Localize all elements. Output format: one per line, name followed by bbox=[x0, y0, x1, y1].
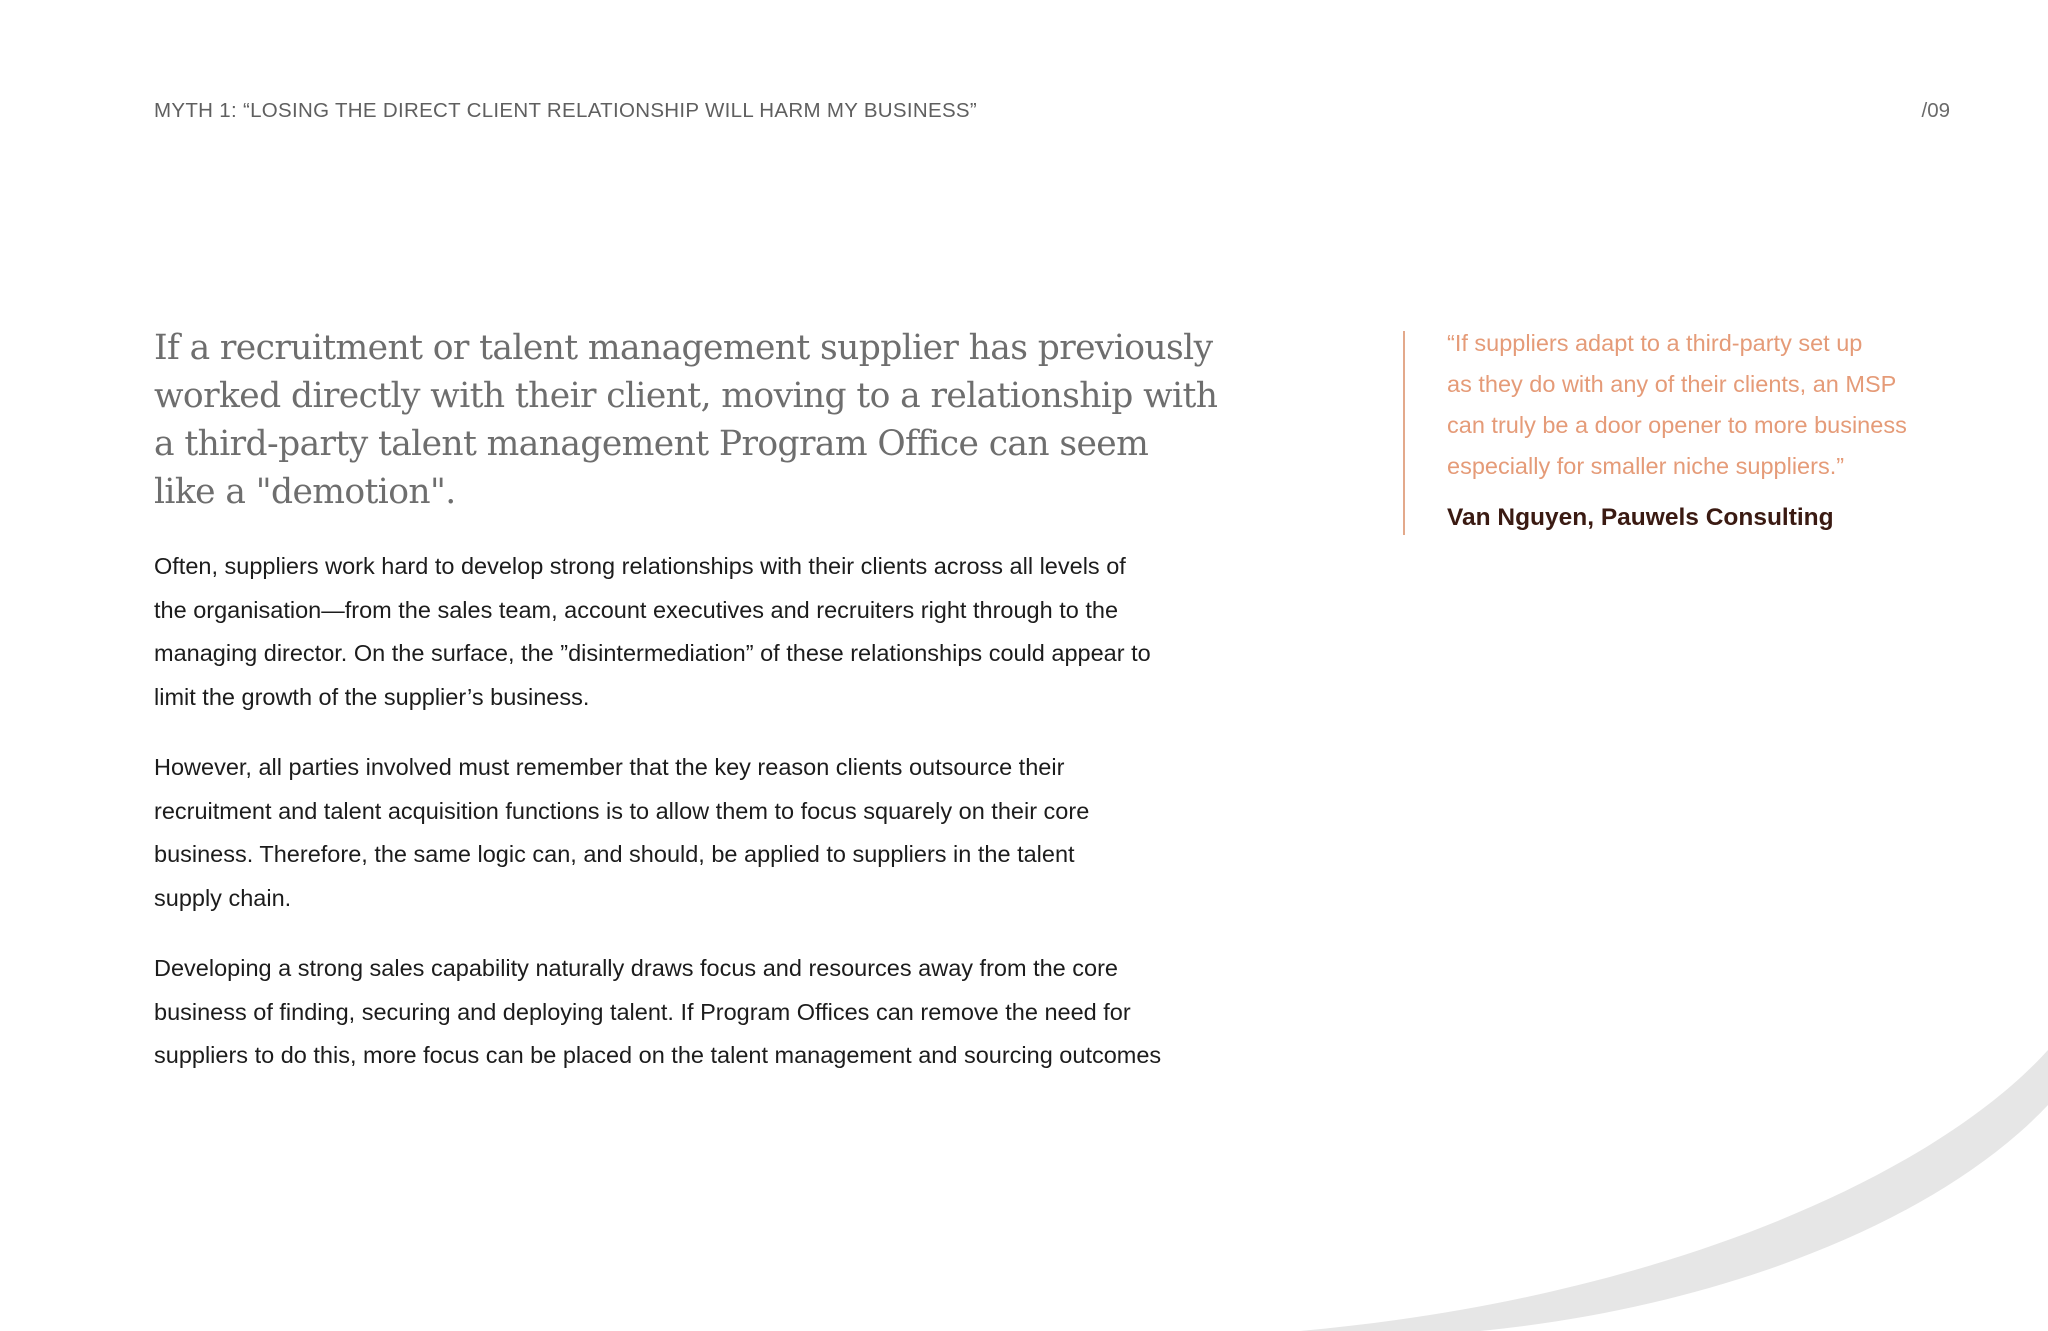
body-line: business of finding, securing and deploying talent. If Program Offices can remove the need for bbox=[154, 998, 1131, 1025]
body-line: business. Therefore, the same logic can, and should, be applied to suppliers in the talent bbox=[154, 841, 1075, 867]
quote-line: “If suppliers adapt to a third-party set up bbox=[1447, 330, 1863, 356]
quote-accent-rule bbox=[1403, 331, 1405, 535]
body-line: suppliers to do this, more focus can be placed on the talent management and sourcing outcomes bbox=[154, 1042, 1162, 1068]
body-line: limit the growth of the supplier’s business. bbox=[154, 683, 590, 710]
page-header-title: MYTH 1: “LOSING THE DIRECT CLIENT RELATIONSHIP WILL HARM MY BUSINESS” bbox=[154, 99, 978, 122]
body-line: managing director. On the surface, the ”disintermediation” of these relationships could appear to bbox=[154, 640, 1151, 666]
body-line: Developing a strong sales capability naturally draws focus and resources away from the core bbox=[154, 955, 1118, 981]
body-line: However, all parties involved must remember that the key reason clients outsource their bbox=[154, 754, 1065, 780]
quote-line: as they do with any of their clients, an MSP bbox=[1447, 371, 1897, 397]
intro-line: worked directly with their client, moving to a relationship with bbox=[154, 376, 1218, 416]
quote-author: Van Nguyen, Pauwels Consulting bbox=[1447, 504, 1834, 531]
intro-line: If a recruitment or talent management supplier has previously bbox=[154, 328, 1213, 368]
intro-line: like a "demotion". bbox=[154, 472, 456, 512]
body-line: the organisation—from the sales team, account executives and recruiters right through to the bbox=[154, 596, 1119, 623]
body-line: supply chain. bbox=[154, 884, 292, 911]
pull-quote bbox=[1447, 323, 2007, 487]
body-paragraph-2 bbox=[154, 746, 1214, 920]
body-paragraph-1 bbox=[154, 545, 1214, 719]
quote-line: especially for smaller niche suppliers.” bbox=[1447, 453, 1845, 479]
body-paragraph-3 bbox=[154, 947, 1214, 1078]
body-line: recruitment and talent acquisition functions is to allow them to focus squarely on their core bbox=[154, 797, 1090, 824]
intro-paragraph bbox=[154, 324, 1218, 516]
quote-line: can truly be a door opener to more business bbox=[1447, 412, 1907, 438]
body-line: Often, suppliers work hard to develop strong relationships with their clients across all levels of bbox=[154, 553, 1126, 579]
intro-line: a third-party talent management Program Office can seem bbox=[154, 424, 1149, 464]
page-number: /09 bbox=[1921, 99, 1950, 122]
